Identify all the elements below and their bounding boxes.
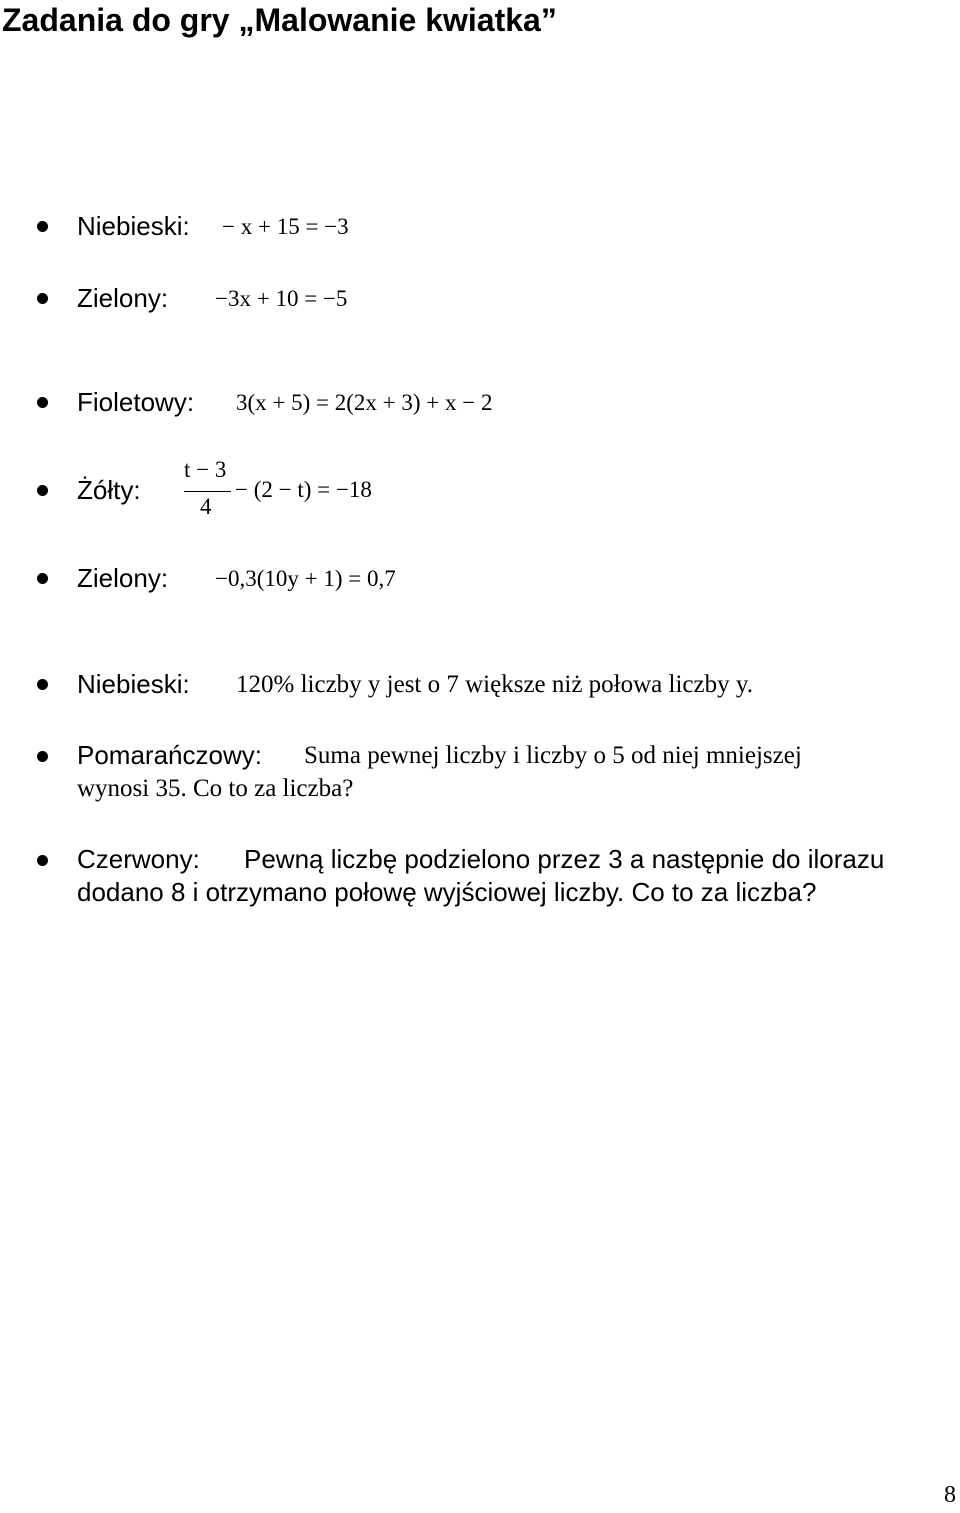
task-equation: −0,3(10y + 1) = 0,7 bbox=[215, 566, 396, 591]
bullet-icon bbox=[37, 855, 48, 866]
task-label: Pomarańczowy: bbox=[77, 740, 262, 770]
task-label: Zielony: bbox=[77, 563, 169, 593]
task-equation: − x + 15 = −3 bbox=[222, 214, 349, 239]
bullet-icon bbox=[37, 751, 48, 762]
task-label: Niebieski: bbox=[77, 669, 190, 699]
task-label: Fioletowy: bbox=[77, 387, 195, 417]
bullet-icon bbox=[37, 679, 48, 690]
bullet-icon bbox=[37, 485, 48, 496]
task-label: Czerwony: bbox=[77, 844, 200, 874]
bullet-icon bbox=[37, 573, 48, 584]
task-text-line-1: Suma pewnej liczby i liczby o 5 od niej mniejszej bbox=[304, 742, 802, 769]
task-text-line-2: wynosi 35. Co to za liczba? bbox=[77, 775, 354, 802]
task-text: 120% liczby y jest o 7 większe niż połowa liczby y. bbox=[236, 671, 753, 698]
bullet-icon bbox=[37, 221, 48, 232]
page-title: Zadania do gry „Malowanie kwiatka” bbox=[2, 2, 557, 38]
fraction-numerator: t − 3 bbox=[184, 457, 227, 482]
fraction-denominator: 4 bbox=[200, 494, 212, 519]
task-label: Niebieski: bbox=[77, 211, 190, 241]
task-equation: 3(x + 5) = 2(2x + 3) + x − 2 bbox=[236, 390, 493, 415]
task-label: Zielony: bbox=[77, 283, 169, 313]
bullet-icon bbox=[37, 397, 48, 408]
page-number: 8 bbox=[944, 1482, 956, 1508]
task-equation: −3x + 10 = −5 bbox=[215, 286, 348, 311]
task-fraction bbox=[184, 457, 232, 525]
task-text-line-2: dodano 8 i otrzymano połowę wyjściowej liczby. Co to za liczba? bbox=[77, 877, 817, 907]
bullet-icon bbox=[37, 293, 48, 304]
task-text-line-1: Pewną liczbę podzielono przez 3 a następnie do ilorazu bbox=[244, 844, 885, 874]
fraction-bar bbox=[184, 491, 231, 492]
task-label: Żółty: bbox=[77, 475, 141, 505]
task-equation-rest: − (2 − t) = −18 bbox=[235, 477, 372, 502]
